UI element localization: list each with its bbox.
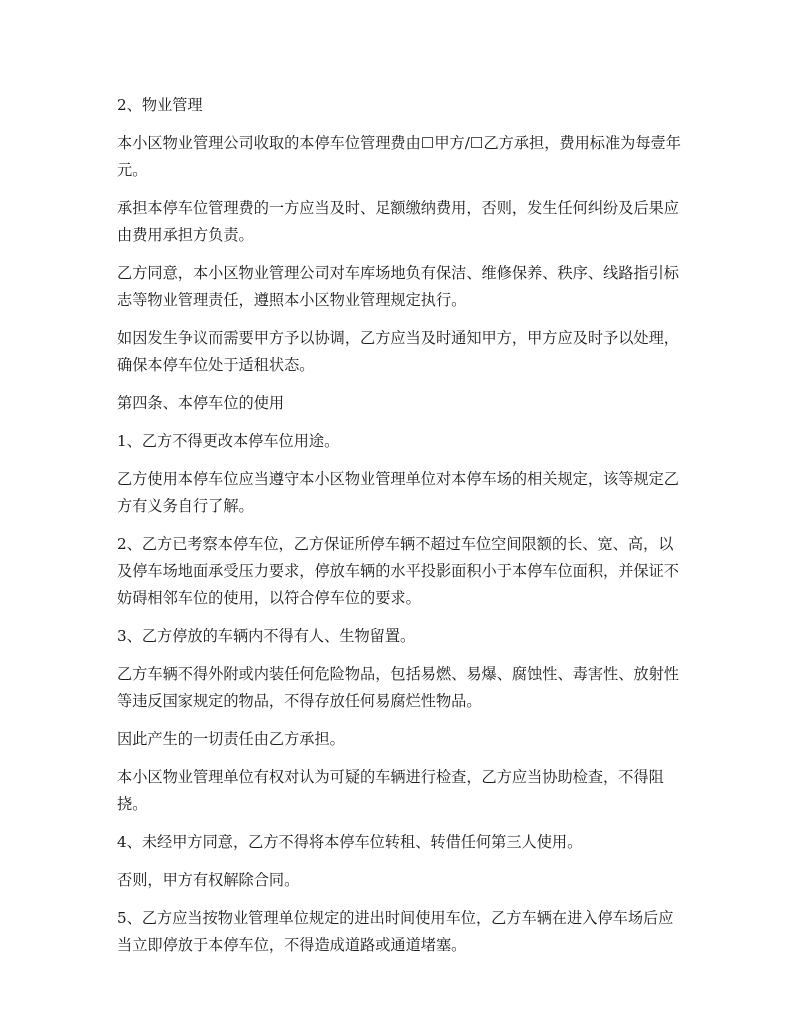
paragraph-no-purpose-change: 1、乙方不得更改本停车位用途。 <box>117 432 340 450</box>
paragraph-inspection: 本小区物业管理单位有权对认为可疑的车辆进行检查，乙方应当协助检查，不得阻挠。 <box>117 768 664 813</box>
article-heading-usage: 第四条、本停车位的使用 <box>117 394 285 412</box>
paragraph-no-occupants: 3、乙方停放的车辆内不得有人、生物留置。 <box>117 627 416 645</box>
paragraph-vehicle-limits: 2、乙方已考察本停车位，乙方保证所停车辆不超过车位空间限额的长、宽、高，以及停车场地面承受压力要求，停放车辆的水平投影面积小于本停车位面积，并保证不妨碍相邻车位的使用，以符合停车位的要求。 <box>117 535 679 607</box>
paragraph-liability: 因此产生的一切责任由乙方承担。 <box>117 730 345 748</box>
paragraph-no-dangerous-goods: 乙方车辆不得外附或内装任何危险物品，包括易燃、易爆、腐蚀性、毒害性、放射性等违反国家规定的物品，不得存放任何易腐烂性物品。 <box>117 665 679 710</box>
paragraph-management-fee: 本小区物业管理公司收取的本停车位管理费由☐甲方/☐乙方承担，费用标准为每壹年元。 <box>117 134 681 179</box>
paragraph-property-duties: 乙方同意，本小区物业管理公司对车库场地负有保洁、维修保养、秩序、线路指引标志等物业管理责任，遵照本小区物业管理规定执行。 <box>117 264 679 309</box>
paragraph-dispute-coordination: 如因发生争议而需要甲方予以协调，乙方应当及时通知甲方，甲方应及时予以处理，确保本停车位处于适租状态。 <box>117 329 679 374</box>
section-heading-property-management: 2、物业管理 <box>117 96 203 114</box>
paragraph-comply-rules: 乙方使用本停车位应当遵守本小区物业管理单位对本停车场的相关规定，该等规定乙方有义务自行了解。 <box>117 470 679 515</box>
paragraph-no-sublease: 4、未经甲方同意，乙方不得将本停车位转租、转借任何第三人使用。 <box>117 833 583 851</box>
paragraph-access-times: 5、乙方应当按物业管理单位规定的进出时间使用车位，乙方车辆在进入停车场后应当立即停放于本停车位，不得造成道路或通道堵塞。 <box>117 909 674 954</box>
paragraph-fee-payment: 承担本停车位管理费的一方应当及时、足额缴纳费用，否则，发生任何纠纷及后果应由费用承担方负责。 <box>117 199 679 244</box>
paragraph-termination: 否则，甲方有权解除合同。 <box>117 871 300 889</box>
